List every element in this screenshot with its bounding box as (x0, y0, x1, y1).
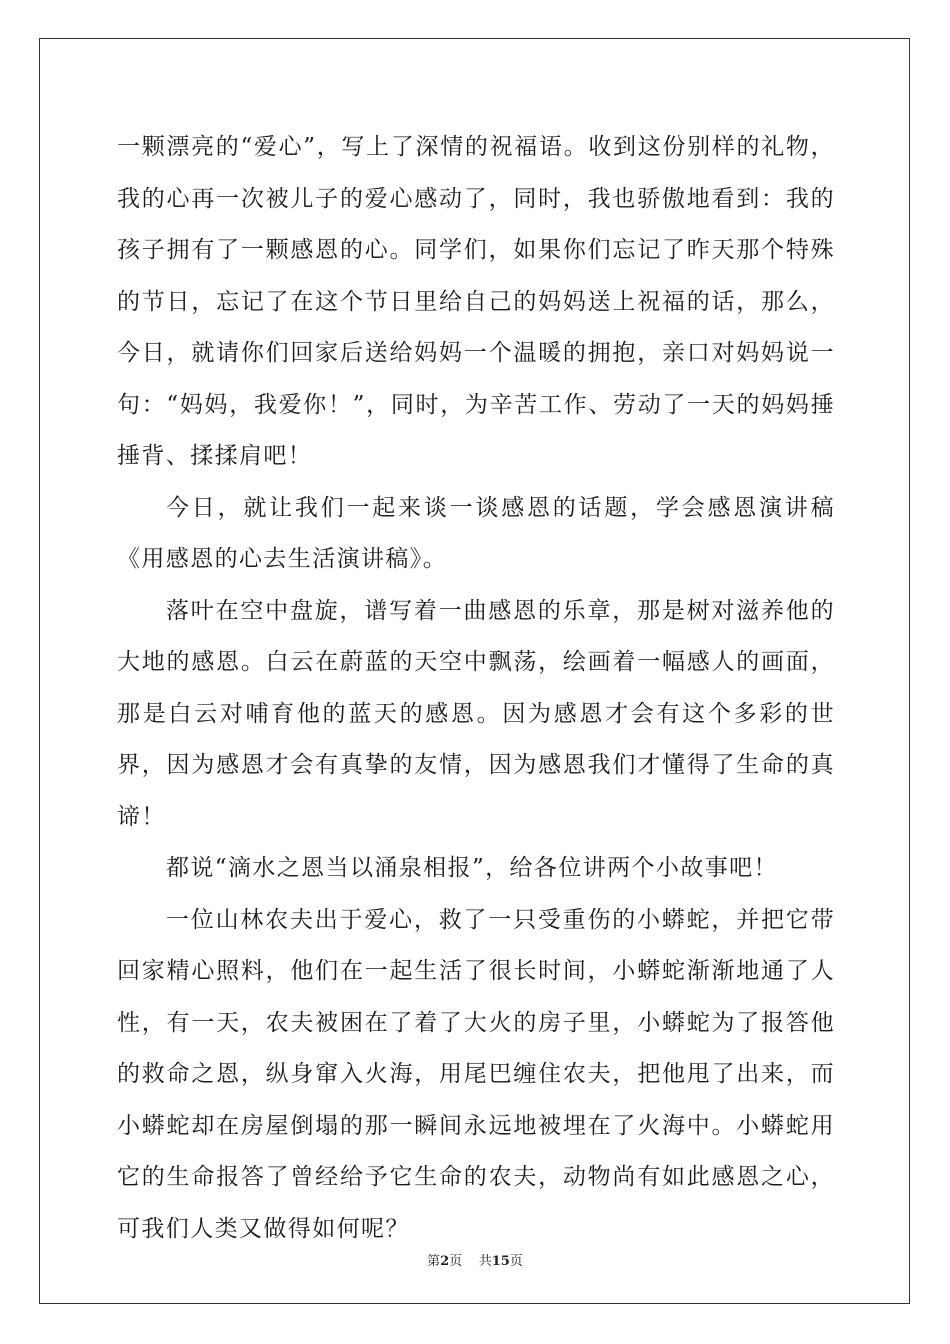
paragraph-5: 一位山林农夫出于爱心，救了一只受重伤的小蟒蛇，并把它带回家精心照料，他们在一起生活了很长时间，小蟒蛇渐渐地通了人性，有一天，农夫被困在了着了大火的房子里，小蟒蛇为了报答他的救命之恩，纵身窜入火海，用尾巴缠住农夫，把他甩了出来，而小蟒蛇却在房屋倒塌的那一瞬间永远地被埋在了火海中。小蟒蛇用它的生命报答了曾经给予它生命的农夫，动物尚有如此感恩之心，可我们人类又做得如何呢？ (117, 906, 835, 1242)
page-prefix: 第 (427, 1254, 441, 1269)
document-body (117, 122, 835, 1255)
paragraph-1: 一颗漂亮的“爱心”，写上了深情的祝福语。收到这份别样的礼物，我的心再一次被儿子的爱心感动了，同时，我也骄傲地看到：我的孩子拥有了一颗感恩的心。同学们，如果你们忘记了昨天那个特殊的节日，忘记了在这个节日里给自己的妈妈送上祝福的话，那么，今日，就请你们回家后送给妈妈一个温暖的拥抱，亲口对妈妈说一句：“妈妈，我爱你！”，同时，为辛苦工作、劳动了一天的妈妈捶捶背、揉揉肩吧！ (117, 134, 835, 469)
page-footer (0, 1250, 950, 1269)
paragraph-3: 落叶在空中盘旋，谱写着一曲感恩的乐章，那是树对滋养他的大地的感恩。白云在蔚蓝的天空中飘荡，绘画着一幅感人的画面，那是白云对哺育他的蓝天的感恩。因为感恩才会有这个多彩的世界，因为感恩才会有真挚的友情，因为感恩我们才懂得了生命的真谛！ (117, 597, 835, 830)
page-number: 2 (440, 1254, 450, 1269)
paragraph-4: 都说“滴水之恩当以涌泉相报”，给各位讲两个小故事吧！ (166, 855, 778, 881)
total-pages: 15 (491, 1254, 510, 1269)
total-suffix: 页 (509, 1254, 523, 1269)
total-prefix: 共 (478, 1254, 492, 1269)
paragraph-2: 今日，就让我们一起来谈一谈感恩的话题，学会感恩演讲稿《用感恩的心去生活演讲稿》。 (117, 494, 835, 572)
page-suffix: 页 (449, 1254, 463, 1269)
